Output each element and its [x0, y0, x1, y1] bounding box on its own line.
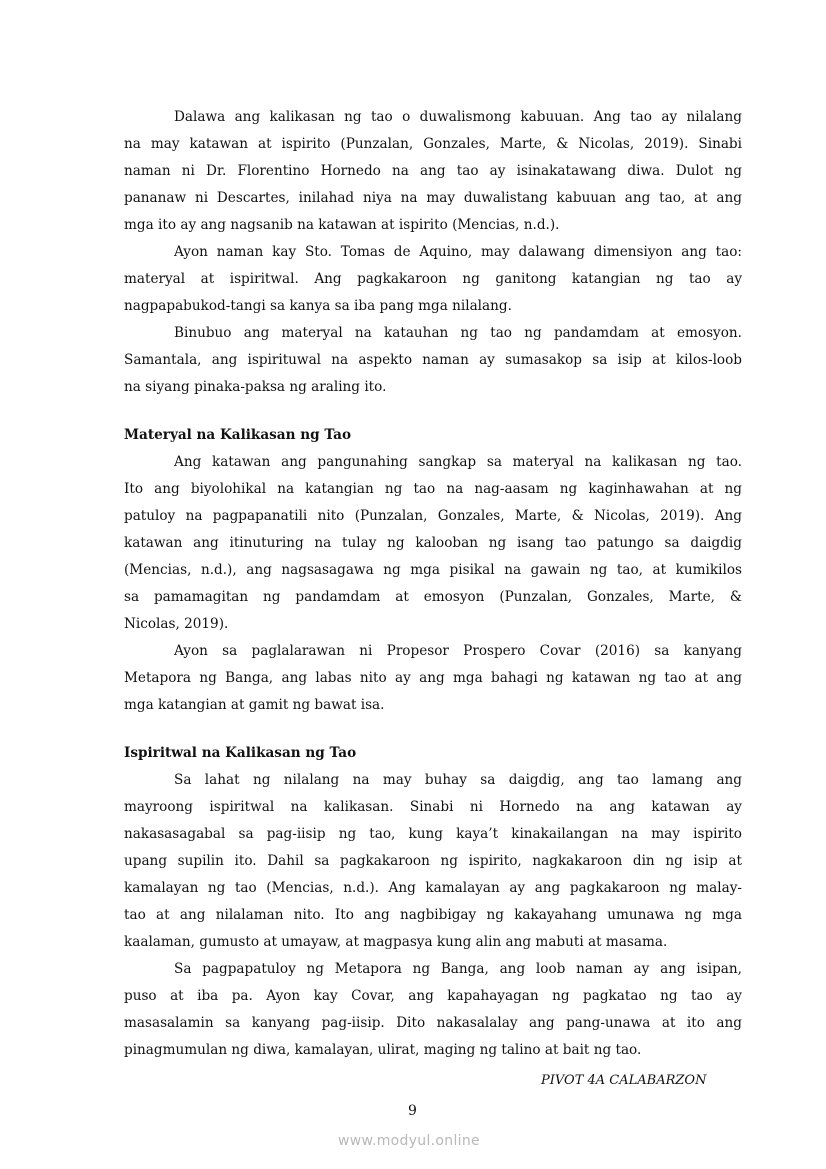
text-line: Dalawa ang kalikasan ng tao o duwalismong kabuuan. Ang tao ay nilalang [174, 109, 742, 125]
text-line: Binubuo ang materyal na katauhan ng tao ng pandamdam at emosyon. [174, 325, 742, 341]
text-line: nagpapabukod-tangi sa kanya sa iba pang mga nilalang. [124, 298, 512, 314]
text-line: Ito ang biyolohikal na katangian ng tao na nag-aasam ng kaginhawahan at ng [124, 481, 742, 497]
text-line: Ang katawan ang pangunahing sangkap sa materyal na kalikasan ng tao. [174, 454, 742, 470]
text-line: sa pamamagitan ng pandamdam at emosyon (Punzalan, Gonzales, Marte, & [124, 589, 742, 605]
text-line: Sa pagpapatuloy ng Metapora ng Banga, ang loob naman ay ang isipan, [174, 961, 742, 977]
watermark: www.modyul.online [338, 1133, 480, 1149]
text-line: pinagmumulan ng diwa, kamalayan, ulirat, maging ng talino at bait ng tao. [124, 1042, 642, 1058]
text-line: nakasasagabal sa pag-iisip ng tao, kung kaya’t kinakailangan na may ispirito [124, 826, 742, 842]
text-line: puso at iba pa. Ayon kay Covar, ang kapahayagan ng pagkatao ng tao ay [124, 988, 742, 1004]
text-line: patuloy na pagpapanatili nito (Punzalan, Gonzales, Marte, & Nicolas, 2019). Ang [124, 508, 742, 524]
paragraph [124, 956, 742, 1064]
text-line: katawan ang itinuturing na tulay ng kalooban ng isang tao patungo sa daigdig [124, 535, 742, 551]
text-line: mayroong ispiritwal na kalikasan. Sinabi ni Hornedo na ang katawan ay [124, 799, 742, 815]
section-heading: Materyal na Kalikasan ng Tao [124, 427, 352, 443]
text-line: tao at ang nilalaman nito. Ito ang nagbibigay ng kakayahang umunawa ng mga [124, 907, 742, 923]
page-number: 9 [408, 1103, 417, 1119]
text-line: masasalamin sa kanyang pag-iisip. Dito nakasalalay ang pang-unawa at ito ang [124, 1015, 742, 1031]
text-line: materyal at ispiritwal. Ang pagkakaroon ng ganitong katangian ng tao ay [124, 271, 742, 287]
text-line: (Mencias, n.d.), ang nagsasagawa ng mga pisikal na gawain ng tao, at kumikilos [124, 562, 742, 578]
paragraph [124, 239, 742, 320]
text-line: Sa lahat ng nilalang na may buhay sa daigdig, ang tao lamang ang [174, 772, 742, 788]
text-line: mga ito ay ang nagsanib na katawan at ispirito (Mencias, n.d.). [124, 217, 560, 233]
text-line: na siyang pinaka-paksa ng araling ito. [124, 379, 387, 395]
document-body [124, 104, 742, 1064]
text-line: kamalayan ng tao (Mencias, n.d.). Ang kamalayan ay ang pagkakaroon ng malay- [124, 880, 742, 896]
paragraph [124, 767, 742, 956]
paragraph [124, 449, 742, 638]
paragraph [124, 320, 742, 401]
text-line: mga katangian at gamit ng bawat isa. [124, 697, 385, 713]
text-line: Ayon naman kay Sto. Tomas de Aquino, may dalawang dimensiyon ang tao: [174, 244, 742, 260]
text-line: Samantala, ang ispirituwal na aspekto naman ay sumasakop sa isip at kilos-loob [124, 352, 742, 368]
footer-label: PIVOT 4A CALABARZON [541, 1073, 707, 1088]
text-line: kaalaman, gumusto at umayaw, at magpasya kung alin ang mabuti at masama. [124, 934, 668, 950]
text-line: naman ni Dr. Florentino Hornedo na ang tao ay isinakatawang diwa. Dulot ng [124, 163, 742, 179]
text-line: pananaw ni Descartes, inilahad niya na may duwalistang kabuuan ang tao, at ang [124, 190, 742, 206]
text-line: Nicolas, 2019). [124, 616, 229, 632]
section-heading: Ispiritwal na Kalikasan ng Tao [124, 745, 357, 761]
text-line: Metapora ng Banga, ang labas nito ay ang mga bahagi ng katawan ng tao at ang [124, 670, 742, 686]
paragraph [124, 638, 742, 719]
text-line: upang supilin ito. Dahil sa pagkakaroon ng ispirito, nagkakaroon din ng isip at [124, 853, 742, 869]
text-line: Ayon sa paglalarawan ni Propesor Prospero Covar (2016) sa kanyang [174, 643, 742, 659]
text-line: na may katawan at ispirito (Punzalan, Gonzales, Marte, & Nicolas, 2019). Sinabi [124, 136, 742, 152]
paragraph [124, 104, 742, 239]
